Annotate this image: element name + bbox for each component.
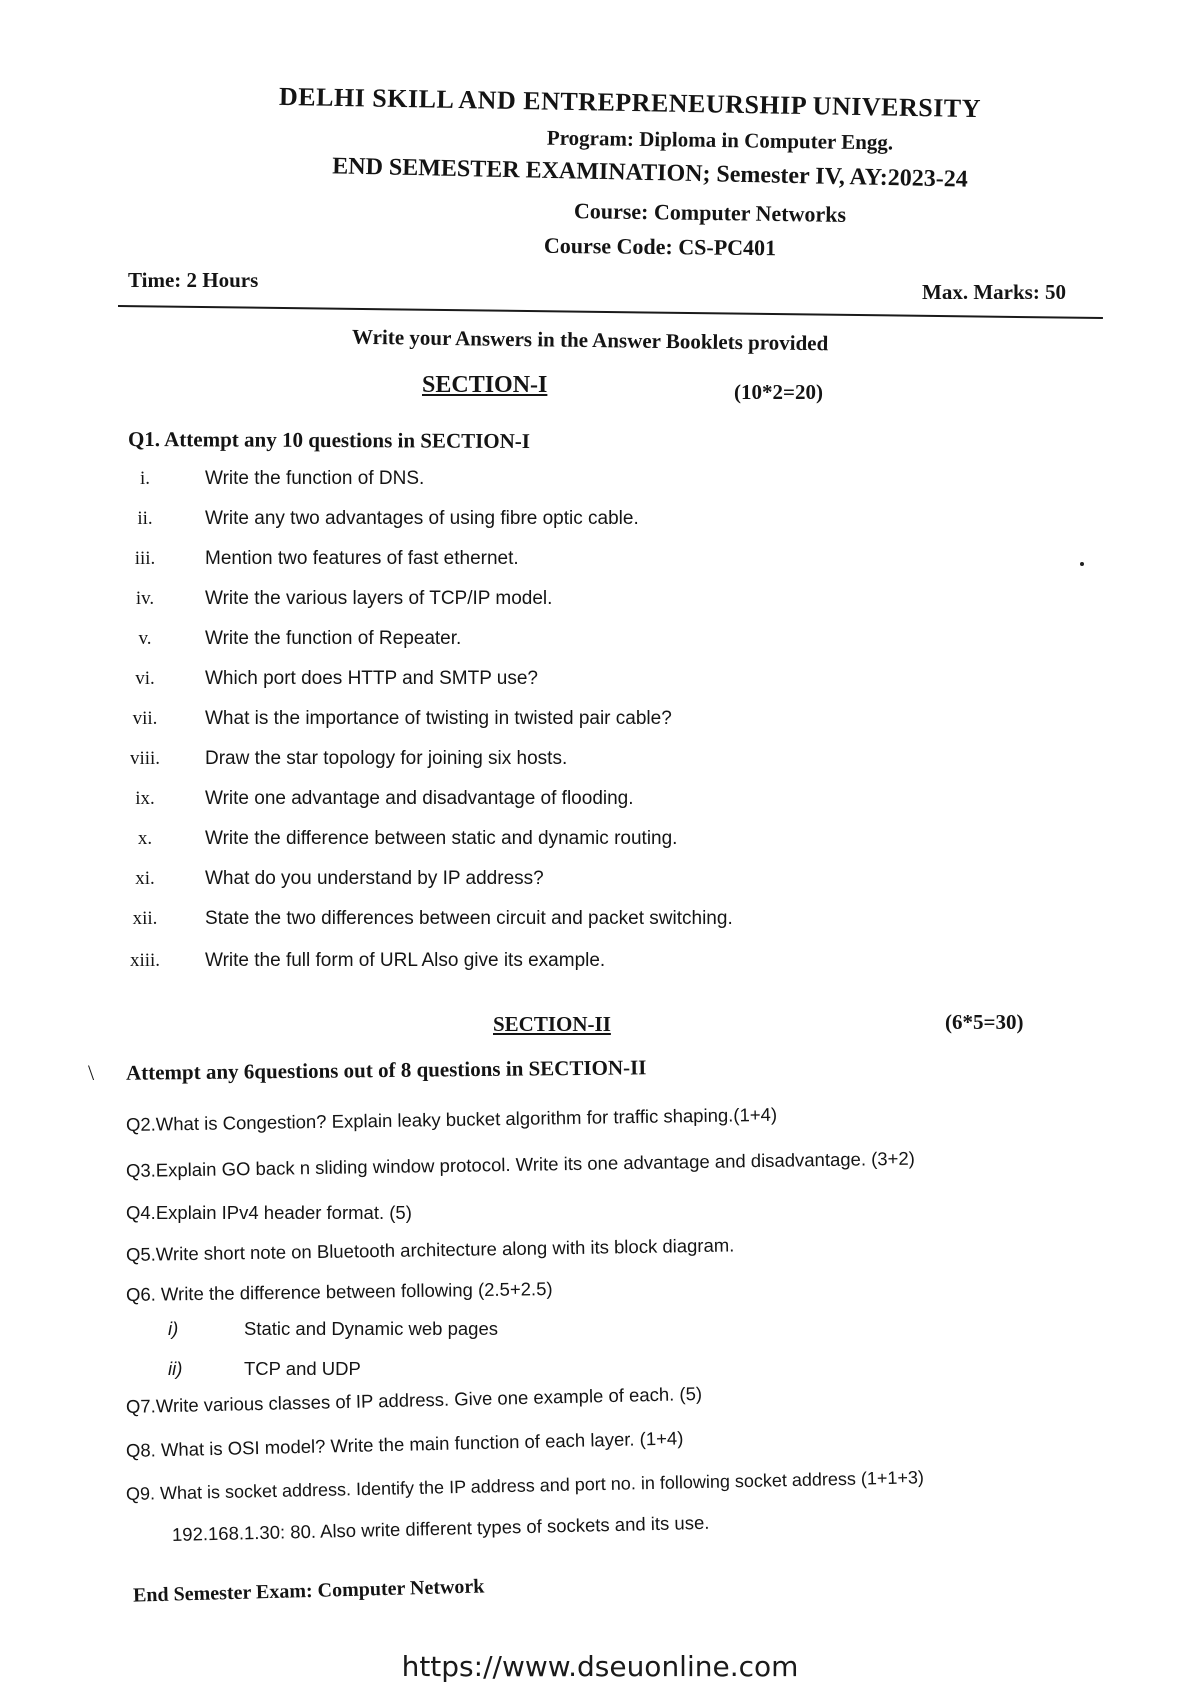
item-number: viii.: [129, 748, 161, 769]
university-name: DELHI SKILL AND ENTREPRENEURSHIP UNIVERSITY: [278, 81, 982, 124]
list-item: [110, 828, 1110, 858]
item-number: ii.: [137, 508, 153, 529]
item-text: What do you understand by IP address?: [205, 868, 544, 889]
part-number: i): [168, 1318, 179, 1339]
website-link[interactable]: https://www.dseuonline.com: [401, 1650, 799, 1683]
item-text: Write the function of DNS.: [205, 468, 425, 489]
list-item: [110, 468, 1110, 498]
header-divider: [118, 305, 1103, 319]
item-number: iii.: [134, 548, 156, 569]
list-item: [110, 748, 1110, 778]
item-text: Write the difference between static and dynamic routing.: [205, 828, 678, 849]
item-number: xii.: [132, 908, 158, 929]
question-8: Q8. What is OSI model? Write the main function of each layer. (1+4): [125, 1427, 684, 1461]
part-text: TCP and UDP: [244, 1358, 361, 1379]
section-2-marks: (6*5=30): [945, 1010, 1024, 1034]
item-number: i.: [139, 468, 151, 489]
question-9: Q9. What is socket address. Identify the IP address and port no. in following socket address (1+1+3): [125, 1467, 925, 1504]
question-9-continued: 192.168.1.30: 80. Also write different types of sockets and its use.: [171, 1511, 710, 1545]
item-number: xi.: [135, 868, 155, 889]
part-text: Static and Dynamic web pages: [244, 1318, 498, 1339]
item-text: Which port does HTTP and SMTP use?: [205, 668, 539, 689]
time-allowed: Time: 2 Hours: [128, 268, 259, 292]
item-text: Draw the star topology for joining six hosts.: [205, 748, 568, 769]
list-item: [110, 950, 1110, 980]
item-text: Write the full form of URL Also give its example.: [205, 950, 606, 971]
section-2-heading: Attempt any 6questions out of 8 questions in SECTION-II: [125, 1055, 647, 1085]
stray-mark: [1080, 562, 1084, 566]
question-6-part-2: [168, 1358, 668, 1386]
program-line: Program: Diploma in Computer Engg.: [546, 125, 894, 155]
tick-mark-icon: \: [88, 1060, 95, 1085]
item-number: x.: [137, 828, 153, 849]
list-item: [110, 548, 1110, 578]
question-6-part-1: [168, 1318, 668, 1346]
list-item: [110, 908, 1110, 938]
section-2-title: SECTION-II: [493, 1012, 611, 1036]
question-2: Q2.What is Congestion? Explain leaky bucket algorithm for traffic shaping.(1+4): [125, 1103, 778, 1135]
course-line: Course: Computer Networks: [573, 198, 847, 227]
list-item: [110, 868, 1110, 898]
list-item: [110, 508, 1110, 538]
item-text: State the two differences between circuit and packet switching.: [205, 908, 733, 929]
course-code-line: Course Code: CS-PC401: [543, 232, 777, 261]
list-item: [110, 788, 1110, 818]
max-marks: Max. Marks: 50: [922, 280, 1067, 304]
item-number: vi.: [135, 668, 155, 689]
item-number: xiii.: [129, 950, 161, 971]
instruction: Write your Answers in the Answer Booklets provided: [351, 324, 829, 356]
item-number: v.: [138, 628, 152, 649]
question-6: Q6. Write the difference between following (2.5+2.5): [125, 1278, 553, 1305]
item-text: Mention two features of fast ethernet.: [205, 548, 519, 569]
question-5: Q5.Write short note on Bluetooth architecture along with its block diagram.: [125, 1234, 735, 1265]
section-1-heading: Q1. Attempt any 10 questions in SECTION-I: [127, 426, 531, 454]
list-item: [110, 668, 1110, 698]
item-text: Write one advantage and disadvantage of flooding.: [205, 788, 634, 809]
question-4: Q4.Explain IPv4 header format. (5): [126, 1202, 412, 1223]
question-3: Q3.Explain GO back n sliding window protocol. Write its one advantage and disadvantage. (3+2): [125, 1147, 915, 1181]
item-number: vii.: [132, 708, 158, 729]
item-number: ix.: [135, 788, 155, 809]
section-1-marks: (10*2=20): [734, 380, 823, 404]
list-item: [110, 628, 1110, 658]
list-item: [110, 708, 1110, 738]
section-1-title: SECTION-I: [422, 372, 548, 398]
exam-line: END SEMESTER EXAMINATION; Semester IV, AY:2023-24: [331, 153, 969, 193]
item-number: iv.: [135, 588, 155, 609]
item-text: What is the importance of twisting in twisted pair cable?: [205, 708, 672, 729]
question-7: Q7.Write various classes of IP address. Give one example of each. (5): [125, 1382, 703, 1417]
item-text: Write the various layers of TCP/IP model.: [205, 588, 553, 609]
item-text: Write the function of Repeater.: [205, 628, 462, 649]
part-number: ii): [168, 1358, 183, 1379]
page-footer: End Semester Exam: Computer Network: [132, 1575, 485, 1607]
list-item: [110, 588, 1110, 618]
item-text: Write any two advantages of using fibre optic cable.: [205, 508, 639, 529]
